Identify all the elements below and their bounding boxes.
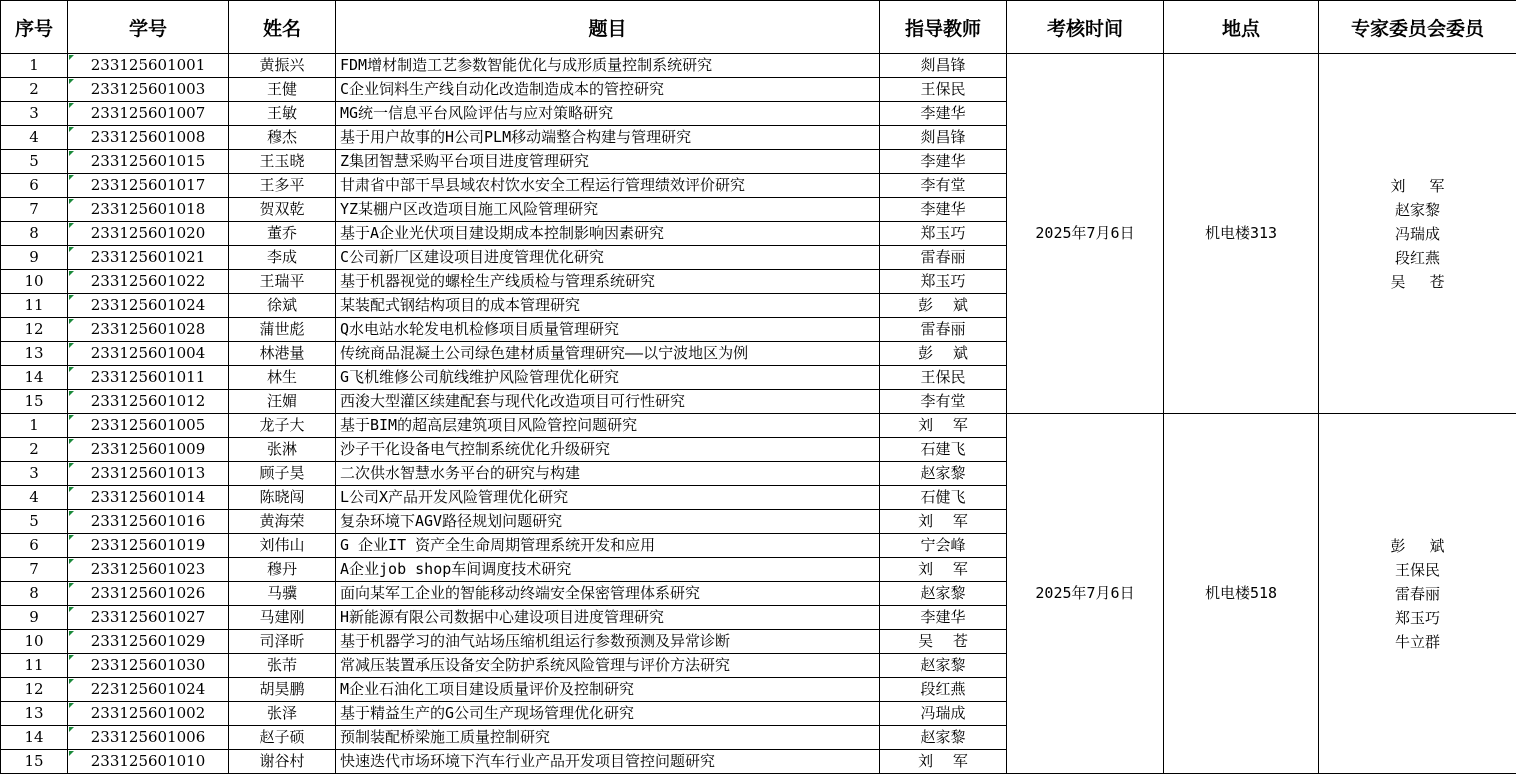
- advisor-cell: 李有堂: [880, 390, 1007, 414]
- header-title: 题目: [336, 1, 880, 54]
- title-cell: 基于精益生产的G公司生产现场管理优化研究: [336, 702, 880, 726]
- title-cell: M企业石油化工项目建设质量评价及控制研究: [336, 678, 880, 702]
- student-id-cell: 233125601003: [68, 78, 229, 102]
- exam-time-cell: 2025年7月6日: [1007, 54, 1164, 414]
- seq-cell: 5: [1, 510, 68, 534]
- advisor-cell: 彭 斌: [880, 342, 1007, 366]
- name-cell: 司泽昕: [229, 630, 336, 654]
- advisor-cell: 赵家黎: [880, 462, 1007, 486]
- seq-cell: 6: [1, 534, 68, 558]
- name-cell: 张淋: [229, 438, 336, 462]
- advisor-cell: 刘 军: [880, 750, 1007, 774]
- title-cell: 预制装配桥梁施工质量控制研究: [336, 726, 880, 750]
- advisor-cell: 雷春丽: [880, 318, 1007, 342]
- advisor-cell: 赵家黎: [880, 726, 1007, 750]
- header-place: 地点: [1164, 1, 1319, 54]
- name-cell: 黄振兴: [229, 54, 336, 78]
- advisor-cell: 赵家黎: [880, 582, 1007, 606]
- expert-member: 吴 苍: [1390, 272, 1445, 291]
- advisor-cell: 刘 军: [880, 510, 1007, 534]
- seq-cell: 10: [1, 270, 68, 294]
- student-id-cell: 233125601005: [68, 414, 229, 438]
- name-cell: 穆杰: [229, 126, 336, 150]
- title-cell: 二次供水智慧水务平台的研究与构建: [336, 462, 880, 486]
- student-id-cell: 233125601015: [68, 150, 229, 174]
- seq-cell: 2: [1, 438, 68, 462]
- seq-cell: 6: [1, 174, 68, 198]
- header-row: [1, 1, 1516, 54]
- student-id-cell: 233125601028: [68, 318, 229, 342]
- student-id-cell: 233125601002: [68, 702, 229, 726]
- advisor-cell: 李建华: [880, 102, 1007, 126]
- student-id-cell: 233125601019: [68, 534, 229, 558]
- name-cell: 王多平: [229, 174, 336, 198]
- name-cell: 马建刚: [229, 606, 336, 630]
- seq-cell: 14: [1, 726, 68, 750]
- name-cell: 汪媚: [229, 390, 336, 414]
- seq-cell: 15: [1, 390, 68, 414]
- student-id-cell: 233125601001: [68, 54, 229, 78]
- title-cell: YZ某棚户区改造项目施工风险管理研究: [336, 198, 880, 222]
- title-cell: 复杂环境下AGV路径规划问题研究: [336, 510, 880, 534]
- student-id-cell: 233125601006: [68, 726, 229, 750]
- title-cell: Q水电站水轮发电机检修项目质量管理研究: [336, 318, 880, 342]
- name-cell: 王敏: [229, 102, 336, 126]
- seq-cell: 9: [1, 246, 68, 270]
- student-id-cell: 233125601012: [68, 390, 229, 414]
- expert-member: 郑玉巧: [1394, 608, 1440, 627]
- student-id-cell: 233125601020: [68, 222, 229, 246]
- advisor-cell: 剡昌锋: [880, 126, 1007, 150]
- expert-member: 牛立群: [1394, 632, 1440, 651]
- title-cell: 基于用户故事的H公司PLM移动端整合构建与管理研究: [336, 126, 880, 150]
- student-id-cell: 233125601009: [68, 438, 229, 462]
- advisor-cell: 刘 军: [880, 414, 1007, 438]
- title-cell: C企业饲料生产线自动化改造制造成本的管控研究: [336, 78, 880, 102]
- advisor-cell: 剡昌锋: [880, 54, 1007, 78]
- student-id-cell: 233125601018: [68, 198, 229, 222]
- seq-cell: 7: [1, 198, 68, 222]
- advisor-cell: 石健飞: [880, 486, 1007, 510]
- title-cell: A企业job shop车间调度技术研究: [336, 558, 880, 582]
- seq-cell: 15: [1, 750, 68, 774]
- seq-cell: 11: [1, 654, 68, 678]
- student-id-cell: 233125601026: [68, 582, 229, 606]
- name-cell: 王瑞平: [229, 270, 336, 294]
- name-cell: 蒲世彪: [229, 318, 336, 342]
- expert-committee-cell: [1319, 54, 1516, 414]
- title-cell: 面向某军工企业的智能移动终端安全保密管理体系研究: [336, 582, 880, 606]
- table-row: [1, 54, 1516, 78]
- expert-member: 王保民: [1394, 560, 1440, 579]
- title-cell: 基于BIM的超高层建筑项目风险管控问题研究: [336, 414, 880, 438]
- title-cell: G飞机维修公司航线维护风险管理优化研究: [336, 366, 880, 390]
- seq-cell: 4: [1, 126, 68, 150]
- advisor-cell: 王保民: [880, 366, 1007, 390]
- exam-place-cell: 机电楼518: [1164, 414, 1319, 774]
- seq-cell: 5: [1, 150, 68, 174]
- header-seq: 序号: [1, 1, 68, 54]
- seq-cell: 8: [1, 582, 68, 606]
- seq-cell: 13: [1, 342, 68, 366]
- name-cell: 谢谷村: [229, 750, 336, 774]
- seq-cell: 13: [1, 702, 68, 726]
- title-cell: 快速迭代市场环境下汽车行业产品开发项目管控问题研究: [336, 750, 880, 774]
- seq-cell: 11: [1, 294, 68, 318]
- student-id-cell: 223125601024: [68, 678, 229, 702]
- advisor-cell: 刘 军: [880, 558, 1007, 582]
- title-cell: MG统一信息平台风险评估与应对策略研究: [336, 102, 880, 126]
- expert-member: 彭 斌: [1390, 536, 1445, 555]
- name-cell: 张芾: [229, 654, 336, 678]
- student-id-cell: 233125601023: [68, 558, 229, 582]
- advisor-cell: 李建华: [880, 150, 1007, 174]
- student-id-cell: 233125601014: [68, 486, 229, 510]
- expert-member: 刘 军: [1390, 176, 1445, 195]
- title-cell: 某装配式钢结构项目的成本管理研究: [336, 294, 880, 318]
- seq-cell: 9: [1, 606, 68, 630]
- name-cell: 董乔: [229, 222, 336, 246]
- name-cell: 王玉晓: [229, 150, 336, 174]
- advisor-cell: 李有堂: [880, 174, 1007, 198]
- title-cell: H新能源有限公司数据中心建设项目进度管理研究: [336, 606, 880, 630]
- seq-cell: 7: [1, 558, 68, 582]
- name-cell: 刘伟山: [229, 534, 336, 558]
- advisor-cell: 李建华: [880, 606, 1007, 630]
- title-cell: 甘肃省中部干旱县域农村饮水安全工程运行管理绩效评价研究: [336, 174, 880, 198]
- advisor-cell: 赵家黎: [880, 654, 1007, 678]
- seq-cell: 1: [1, 54, 68, 78]
- student-id-cell: 233125601010: [68, 750, 229, 774]
- title-cell: 基于机器视觉的螺栓生产线质检与管理系统研究: [336, 270, 880, 294]
- seq-cell: 12: [1, 678, 68, 702]
- seq-cell: 8: [1, 222, 68, 246]
- header-student-id: 学号: [68, 1, 229, 54]
- advisor-cell: 段红燕: [880, 678, 1007, 702]
- student-id-cell: 233125601021: [68, 246, 229, 270]
- table-row: [1, 414, 1516, 438]
- advisor-cell: 王保民: [880, 78, 1007, 102]
- name-cell: 陈晓闯: [229, 486, 336, 510]
- header-advisor: 指导教师: [880, 1, 1007, 54]
- expert-committee-cell: [1319, 414, 1516, 774]
- title-cell: 西浚大型灌区续建配套与现代化改造项目可行性研究: [336, 390, 880, 414]
- title-cell: 基于机器学习的油气站场压缩机组运行参数预测及异常诊断: [336, 630, 880, 654]
- title-cell: C公司新厂区建设项目进度管理优化研究: [336, 246, 880, 270]
- advisor-cell: 雷春丽: [880, 246, 1007, 270]
- student-id-cell: 233125601016: [68, 510, 229, 534]
- seq-cell: 2: [1, 78, 68, 102]
- name-cell: 张泽: [229, 702, 336, 726]
- advisor-cell: 石建飞: [880, 438, 1007, 462]
- name-cell: 赵子硕: [229, 726, 336, 750]
- seq-cell: 1: [1, 414, 68, 438]
- student-id-cell: 233125601011: [68, 366, 229, 390]
- student-id-cell: 233125601008: [68, 126, 229, 150]
- title-cell: 基于A企业光伏项目建设期成本控制影响因素研究: [336, 222, 880, 246]
- name-cell: 穆丹: [229, 558, 336, 582]
- expert-member: 冯瑞成: [1394, 224, 1440, 243]
- table-body: [1, 54, 1516, 774]
- student-id-cell: 233125601027: [68, 606, 229, 630]
- name-cell: 徐斌: [229, 294, 336, 318]
- title-cell: L公司X产品开发风险管理优化研究: [336, 486, 880, 510]
- advisor-cell: 郑玉巧: [880, 222, 1007, 246]
- name-cell: 马骥: [229, 582, 336, 606]
- name-cell: 李成: [229, 246, 336, 270]
- seq-cell: 3: [1, 462, 68, 486]
- name-cell: 林生: [229, 366, 336, 390]
- student-id-cell: 233125601024: [68, 294, 229, 318]
- name-cell: 龙子大: [229, 414, 336, 438]
- advisor-cell: 冯瑞成: [880, 702, 1007, 726]
- seq-cell: 4: [1, 486, 68, 510]
- expert-member: 段红燕: [1394, 248, 1440, 267]
- title-cell: G 企业IT 资产全生命周期管理系统开发和应用: [336, 534, 880, 558]
- title-cell: 常减压装置承压设备安全防护系统风险管理与评价方法研究: [336, 654, 880, 678]
- advisor-cell: 郑玉巧: [880, 270, 1007, 294]
- seq-cell: 10: [1, 630, 68, 654]
- seq-cell: 14: [1, 366, 68, 390]
- student-id-cell: 233125601022: [68, 270, 229, 294]
- name-cell: 贺双乾: [229, 198, 336, 222]
- header-time: 考核时间: [1007, 1, 1164, 54]
- advisor-cell: 李建华: [880, 198, 1007, 222]
- expert-member: 赵家黎: [1394, 200, 1440, 219]
- advisor-cell: 吴 苍: [880, 630, 1007, 654]
- name-cell: 顾子昊: [229, 462, 336, 486]
- title-cell: FDM增材制造工艺参数智能优化与成形质量控制系统研究: [336, 54, 880, 78]
- exam-place-cell: 机电楼313: [1164, 54, 1319, 414]
- title-cell: Z集团智慧采购平台项目进度管理研究: [336, 150, 880, 174]
- student-id-cell: 233125601013: [68, 462, 229, 486]
- title-cell: 沙子干化设备电气控制系统优化升级研究: [336, 438, 880, 462]
- seq-cell: 12: [1, 318, 68, 342]
- name-cell: 胡昊鹏: [229, 678, 336, 702]
- header-experts: 专家委员会委员: [1319, 1, 1516, 54]
- student-id-cell: 233125601004: [68, 342, 229, 366]
- student-id-cell: 233125601017: [68, 174, 229, 198]
- seq-cell: 3: [1, 102, 68, 126]
- header-name: 姓名: [229, 1, 336, 54]
- name-cell: 王健: [229, 78, 336, 102]
- name-cell: 林港量: [229, 342, 336, 366]
- title-cell: 传统商品混凝土公司绿色建材质量管理研究——以宁波地区为例: [336, 342, 880, 366]
- exam-time-cell: 2025年7月6日: [1007, 414, 1164, 774]
- advisor-cell: 彭 斌: [880, 294, 1007, 318]
- student-id-cell: 233125601007: [68, 102, 229, 126]
- student-id-cell: 233125601029: [68, 630, 229, 654]
- advisor-cell: 宁会峰: [880, 534, 1007, 558]
- student-id-cell: 233125601030: [68, 654, 229, 678]
- name-cell: 黄海荣: [229, 510, 336, 534]
- expert-member: 雷春丽: [1394, 584, 1440, 603]
